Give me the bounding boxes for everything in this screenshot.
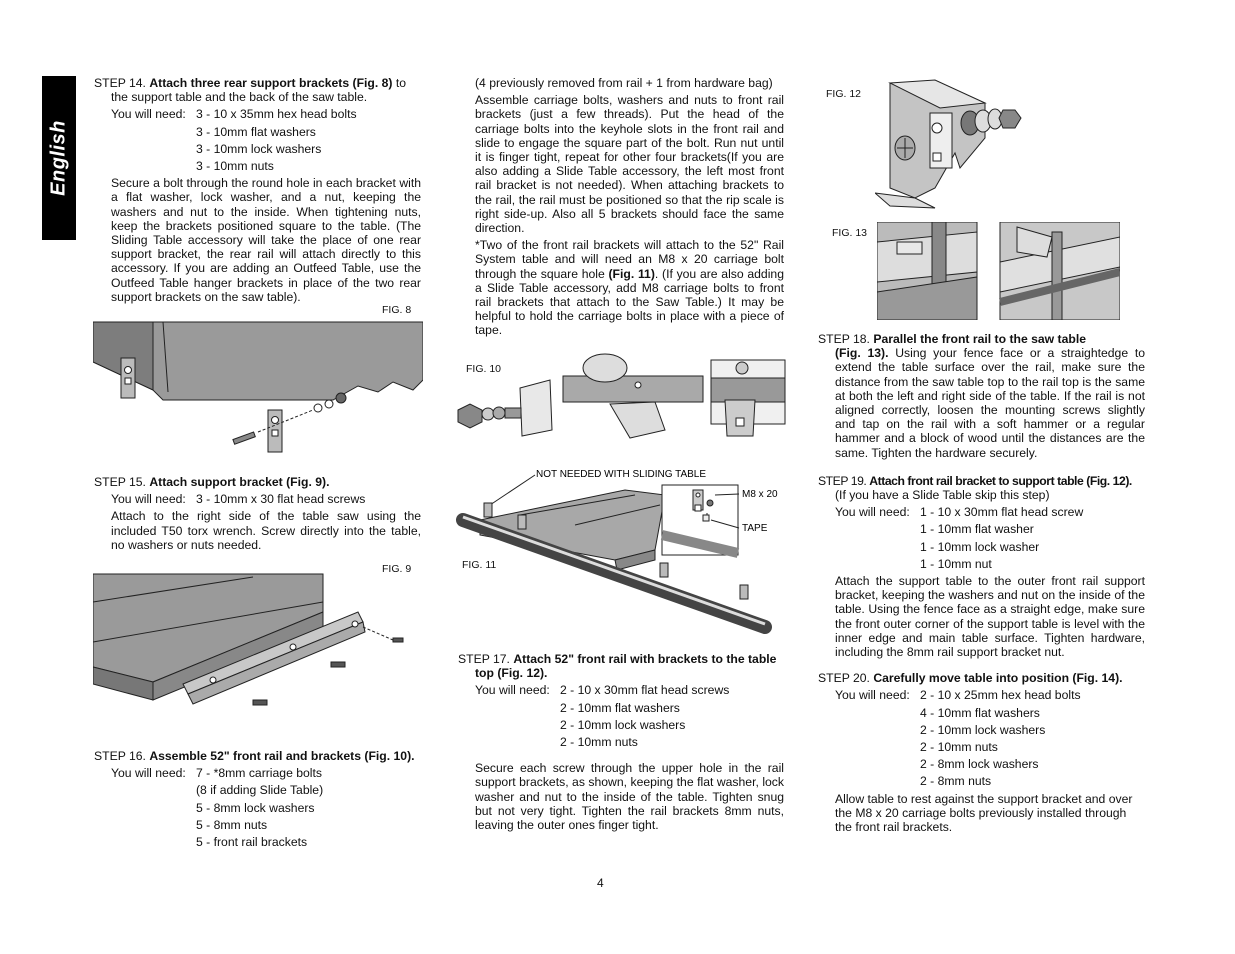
fig-12-illustration bbox=[875, 78, 1025, 213]
fig-12-label: FIG. 12 bbox=[826, 88, 862, 100]
fig-11-m8-text: M8 x 20 bbox=[742, 489, 778, 500]
language-label: English bbox=[47, 120, 70, 196]
step-17-heading-cont: top (Fig. 12). bbox=[475, 666, 548, 681]
column-2 bbox=[475, 76, 784, 338]
col2-para-2: Assemble carriage bolts, washers and nuts to front rail brackets (just a few threads). Put the head of the carriage bolts into the keyhole slots in the front rail and slide to engage the square part of the bolt. Run nut until it is finger tight, repeat for other four brackets(If you are also adding a Slide Table accessory, the left most front rail bracket is not needed). When attaching brackets to the rail, the rail must be positioned so that the rip scale is right side-up. Also all 5 brackets should face the same direction. bbox=[475, 93, 784, 236]
fig-11-note-text: NOT NEEDED WITH SLIDING TABLE bbox=[536, 469, 707, 480]
fig-11-label: FIG. 11 bbox=[462, 559, 497, 571]
column-1 bbox=[94, 76, 421, 304]
need-item: 1 - 10mm flat washer bbox=[920, 522, 1034, 537]
col2-para-1: (4 previously removed from rail + 1 from hardware bag) bbox=[475, 76, 773, 90]
step-15 bbox=[94, 475, 421, 552]
step-19-heading: STEP 19. Attach front rail bracket to support table (Fig. 12). bbox=[818, 473, 1132, 488]
step-14-body: Secure a bolt through the round hole in each bracket with a flat washer, lock washer, and a nut, keeping the washers and nut to the inside. When tightening nuts, keep the brackets positioned square to the table. (The Sliding Table accessory will take the place of one rear support bracket, the rear rail will attach directly to this accessory. If you are adding an Outfeed Table, use the Outfeed Table hanger brackets in place of the two rear support brackets on the saw table). bbox=[111, 176, 421, 304]
need-item: 5 - front rail brackets bbox=[196, 835, 308, 850]
need-item: 4 - 10mm flat washers bbox=[920, 705, 1040, 720]
step-16-need: You will need: 7 - *8mm carriage bolts bbox=[111, 766, 322, 781]
fig-10-label: FIG. 10 bbox=[466, 363, 502, 375]
step-19-need: You will need: 1 - 10 x 30mm flat head screw bbox=[835, 505, 1084, 520]
need-item: 5 - 8mm lock washers bbox=[196, 800, 315, 815]
step-19-body: Attach the support table to the outer front rail support bracket, keeping the washers and nut on the inside of the table. Using the fence face as a straight edge, make sure the front outer corner of the support table is level with the inner edge and main table surface. Tighten hardware, including the 8mm rail support bracket nut. bbox=[835, 574, 1145, 660]
step-17-heading: STEP 17. Attach 52" front rail with brackets to the table bbox=[458, 652, 777, 666]
fig-9-illustration bbox=[93, 572, 413, 717]
page-number: 4 bbox=[597, 876, 604, 890]
step-15-heading: STEP 15. Attach support bracket (Fig. 9). bbox=[94, 475, 330, 489]
step-17 bbox=[458, 652, 784, 832]
need-item: 3 - 10mm lock washers bbox=[196, 141, 322, 156]
need-item: 3 - 10mm nuts bbox=[196, 159, 274, 174]
need-item: 2 - 8mm nuts bbox=[920, 774, 992, 789]
step-17-need: You will need: 2 - 10 x 30mm flat head screws bbox=[475, 683, 730, 698]
language-tab bbox=[42, 76, 76, 240]
need-item: 3 - 10mm flat washers bbox=[196, 124, 316, 139]
column-3 bbox=[818, 332, 1145, 834]
fig-13-label: FIG. 13 bbox=[832, 227, 868, 239]
need-item: 2 - 10mm lock washers bbox=[560, 717, 686, 732]
step-15-body: Attach to the right side of the table saw using the included T50 torx wrench. Screw directly into the table, no washers or nuts needed. bbox=[111, 509, 421, 552]
step-20-heading: STEP 20. Carefully move table into position (Fig. 14). bbox=[818, 671, 1123, 686]
step-16-heading: STEP 16. Assemble 52" front rail and brackets (Fig. 10). bbox=[94, 749, 415, 763]
step-20-body: Allow table to rest against the support bracket and over the M8 x 20 carriage bolts previously installed through the front rail brackets. bbox=[835, 791, 1133, 835]
step-16 bbox=[94, 749, 434, 849]
need-item: 2 - 10mm flat washers bbox=[560, 700, 680, 715]
step-18-heading: STEP 18. Parallel the front rail to the saw table bbox=[818, 332, 1086, 346]
step-14-need: You will need: 3 - 10 x 35mm hex head bolts bbox=[111, 107, 357, 122]
need-item: 2 - 10mm nuts bbox=[560, 735, 638, 750]
fig-10-illustration bbox=[455, 348, 787, 440]
fig-11-tape-text: TAPE bbox=[742, 523, 768, 534]
step-19-note: (If you have a Slide Table skip this step) bbox=[835, 488, 1050, 503]
need-item: 2 - 10mm nuts bbox=[920, 740, 998, 755]
col2-para-3: *Two of the front rail brackets will attach to the 52" Rail System table and will need an M8 x 20 carriage bolt through the square hole (Fig. 11). (If you are also adding a Slide Table accessory, add M8 carriage bolts to front rail brackets that attach to the Saw Table.) It may be helpful to hold the carriage bolts in place with a piece of tape. bbox=[475, 238, 784, 338]
fig-8-label: FIG. 8 bbox=[382, 304, 412, 316]
need-item: 1 - 10mm nut bbox=[920, 556, 992, 571]
step-14-heading: STEP 14. Attach three rear support brackets (Fig. 8) to bbox=[94, 76, 407, 90]
step-15-need: You will need: 3 - 10mm x 30 flat head screws bbox=[111, 492, 366, 507]
fig-9-label: FIG. 9 bbox=[382, 563, 412, 575]
step-14-heading-cont: the support table and the back of the saw table. bbox=[111, 90, 368, 105]
fig-11-illustration bbox=[455, 465, 787, 645]
fig-13-illustration bbox=[877, 222, 1120, 320]
step-20-need: You will need: 2 - 10 x 25mm hex head bolts bbox=[835, 688, 1081, 703]
need-item: 2 - 10mm lock washers bbox=[920, 722, 1046, 737]
need-item: 1 - 10mm lock washer bbox=[920, 539, 1040, 554]
need-item: 2 - 8mm lock washers bbox=[920, 757, 1039, 772]
step-18-body: (Fig. 13). Using your fence face or a straightedge to extend the table surface over the rail, make sure the distance from the saw table top to the rail top is the same at both the left and right side of the table. If the rail is not aligned correctly, loosen the mounting screws slightly and tap on the rail with a soft hammer or a regular hammer and a block of wood until the distances are the same. Tighten the hardware securely. bbox=[835, 346, 1146, 460]
step-17-body: Secure each screw through the upper hole in the rail support brackets, as shown, keeping the flat washer, lock washer and nut to the inside of the table. Tighten snug but not very tight. Tighten the rail brackets 8mm nuts, leaving the outer ones finger tight. bbox=[475, 761, 784, 833]
need-item: (8 if adding Slide Table) bbox=[196, 783, 324, 798]
need-item: 5 - 8mm nuts bbox=[196, 817, 268, 832]
fig-8-illustration bbox=[93, 320, 423, 460]
